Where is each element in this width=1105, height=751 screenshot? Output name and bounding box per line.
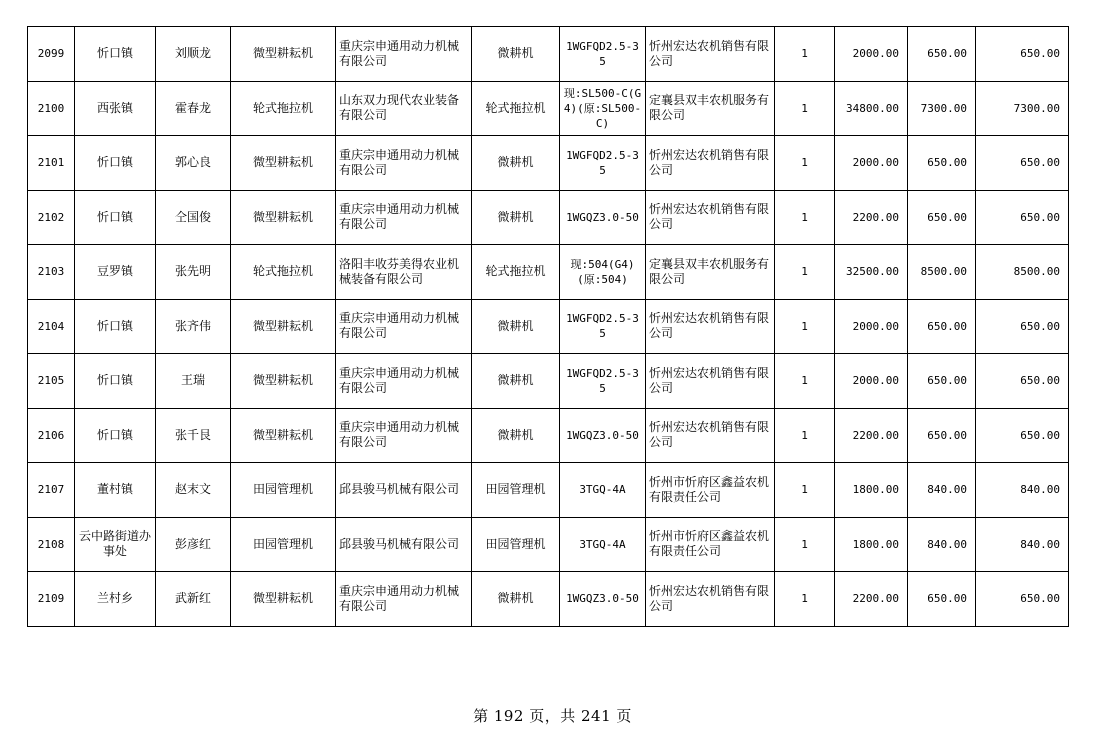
cell-product-name: 田园管理机 — [472, 517, 560, 572]
cell-model: 现:504(G4)(原:504) — [560, 245, 646, 300]
cell-serial-number: 2104 — [28, 299, 75, 354]
cell-model: 3TGQ-4A — [560, 463, 646, 518]
cell-sale-price: 1800.00 — [835, 463, 908, 518]
cell-machine-category: 轮式拖拉机 — [231, 245, 336, 300]
cell-machine-category: 田园管理机 — [231, 463, 336, 518]
cell-subsidy-per-unit: 650.00 — [908, 408, 976, 463]
table-row — [28, 354, 1069, 409]
cell-dealer: 忻州宏达农机销售有限公司 — [646, 136, 775, 191]
cell-model: 1WGQZ3.0-50 — [560, 408, 646, 463]
cell-town: 西张镇 — [75, 81, 156, 136]
cell-manufacturer: 重庆宗申通用动力机械有限公司 — [336, 354, 472, 409]
cell-manufacturer: 邱县骏马机械有限公司 — [336, 517, 472, 572]
cell-quantity: 1 — [775, 27, 835, 82]
cell-town: 忻口镇 — [75, 354, 156, 409]
cell-product-name: 田园管理机 — [472, 463, 560, 518]
cell-buyer-name: 张千艮 — [156, 408, 231, 463]
cell-town: 云中路街道办事处 — [75, 517, 156, 572]
cell-total-subsidy: 650.00 — [976, 299, 1069, 354]
cell-serial-number: 2105 — [28, 354, 75, 409]
cell-manufacturer: 重庆宗申通用动力机械有限公司 — [336, 572, 472, 627]
cell-product-name: 微耕机 — [472, 572, 560, 627]
cell-model: 3TGQ-4A — [560, 517, 646, 572]
table-row — [28, 517, 1069, 572]
cell-machine-category: 微型耕耘机 — [231, 27, 336, 82]
cell-buyer-name: 王瑞 — [156, 354, 231, 409]
cell-machine-category: 微型耕耘机 — [231, 354, 336, 409]
table-row — [28, 27, 1069, 82]
cell-dealer: 忻州宏达农机销售有限公司 — [646, 354, 775, 409]
cell-machine-category: 微型耕耘机 — [231, 136, 336, 191]
cell-serial-number: 2106 — [28, 408, 75, 463]
cell-total-subsidy: 650.00 — [976, 27, 1069, 82]
cell-serial-number: 2101 — [28, 136, 75, 191]
cell-total-subsidy: 650.00 — [976, 136, 1069, 191]
cell-buyer-name: 武新红 — [156, 572, 231, 627]
cell-dealer: 定襄县双丰农机服务有限公司 — [646, 245, 775, 300]
cell-serial-number: 2102 — [28, 190, 75, 245]
cell-manufacturer: 山东双力现代农业装备有限公司 — [336, 81, 472, 136]
cell-serial-number: 2108 — [28, 517, 75, 572]
cell-quantity: 1 — [775, 81, 835, 136]
table-body — [28, 27, 1069, 627]
cell-buyer-name: 霍春龙 — [156, 81, 231, 136]
cell-town: 董村镇 — [75, 463, 156, 518]
cell-buyer-name: 彭彦红 — [156, 517, 231, 572]
cell-product-name: 微耕机 — [472, 408, 560, 463]
cell-town: 忻口镇 — [75, 408, 156, 463]
cell-manufacturer: 重庆宗申通用动力机械有限公司 — [336, 136, 472, 191]
cell-subsidy-per-unit: 650.00 — [908, 572, 976, 627]
cell-sale-price: 2000.00 — [835, 299, 908, 354]
subsidy-table — [27, 26, 1069, 627]
cell-serial-number: 2109 — [28, 572, 75, 627]
cell-model: 1WGFQD2.5-35 — [560, 299, 646, 354]
cell-buyer-name: 张先明 — [156, 245, 231, 300]
cell-serial-number: 2107 — [28, 463, 75, 518]
cell-dealer: 忻州市忻府区鑫益农机有限责任公司 — [646, 463, 775, 518]
cell-dealer: 忻州宏达农机销售有限公司 — [646, 190, 775, 245]
cell-manufacturer: 洛阳丰收芬美得农业机械装备有限公司 — [336, 245, 472, 300]
page-number-footer: 第 192 页，共 241 页 — [473, 707, 632, 725]
cell-manufacturer: 重庆宗申通用动力机械有限公司 — [336, 27, 472, 82]
cell-subsidy-per-unit: 650.00 — [908, 299, 976, 354]
cell-product-name: 微耕机 — [472, 299, 560, 354]
table-row — [28, 299, 1069, 354]
cell-subsidy-per-unit: 840.00 — [908, 463, 976, 518]
cell-machine-category: 田园管理机 — [231, 517, 336, 572]
cell-model: 1WGFQD2.5-35 — [560, 27, 646, 82]
cell-product-name: 微耕机 — [472, 354, 560, 409]
cell-subsidy-per-unit: 650.00 — [908, 354, 976, 409]
cell-sale-price: 2000.00 — [835, 354, 908, 409]
cell-quantity: 1 — [775, 517, 835, 572]
cell-product-name: 微耕机 — [472, 136, 560, 191]
cell-buyer-name: 赵末文 — [156, 463, 231, 518]
cell-total-subsidy: 650.00 — [976, 572, 1069, 627]
cell-machine-category: 微型耕耘机 — [231, 408, 336, 463]
cell-town: 兰村乡 — [75, 572, 156, 627]
table-row — [28, 408, 1069, 463]
cell-buyer-name: 郭心良 — [156, 136, 231, 191]
cell-dealer: 忻州宏达农机销售有限公司 — [646, 408, 775, 463]
cell-town: 豆罗镇 — [75, 245, 156, 300]
table-row — [28, 81, 1069, 136]
cell-buyer-name: 刘顺龙 — [156, 27, 231, 82]
cell-serial-number: 2100 — [28, 81, 75, 136]
cell-manufacturer: 邱县骏马机械有限公司 — [336, 463, 472, 518]
cell-quantity: 1 — [775, 136, 835, 191]
cell-town: 忻口镇 — [75, 136, 156, 191]
cell-machine-category: 微型耕耘机 — [231, 190, 336, 245]
cell-model: 1WGFQD2.5-35 — [560, 136, 646, 191]
cell-manufacturer: 重庆宗申通用动力机械有限公司 — [336, 299, 472, 354]
cell-subsidy-per-unit: 7300.00 — [908, 81, 976, 136]
cell-subsidy-per-unit: 650.00 — [908, 190, 976, 245]
cell-machine-category: 轮式拖拉机 — [231, 81, 336, 136]
cell-total-subsidy: 650.00 — [976, 190, 1069, 245]
table-row — [28, 136, 1069, 191]
cell-dealer: 忻州宏达农机销售有限公司 — [646, 299, 775, 354]
cell-product-name: 微耕机 — [472, 190, 560, 245]
table-row — [28, 245, 1069, 300]
cell-total-subsidy: 840.00 — [976, 463, 1069, 518]
cell-total-subsidy: 650.00 — [976, 354, 1069, 409]
cell-machine-category: 微型耕耘机 — [231, 299, 336, 354]
cell-product-name: 微耕机 — [472, 27, 560, 82]
cell-total-subsidy: 7300.00 — [976, 81, 1069, 136]
cell-serial-number: 2099 — [28, 27, 75, 82]
cell-machine-category: 微型耕耘机 — [231, 572, 336, 627]
cell-sale-price: 32500.00 — [835, 245, 908, 300]
cell-town: 忻口镇 — [75, 299, 156, 354]
cell-buyer-name: 张齐伟 — [156, 299, 231, 354]
cell-model: 1WGQZ3.0-50 — [560, 572, 646, 627]
cell-town: 忻口镇 — [75, 27, 156, 82]
cell-dealer: 忻州市忻府区鑫益农机有限责任公司 — [646, 517, 775, 572]
cell-model: 1WGFQD2.5-35 — [560, 354, 646, 409]
cell-sale-price: 2200.00 — [835, 408, 908, 463]
cell-manufacturer: 重庆宗申通用动力机械有限公司 — [336, 408, 472, 463]
cell-sale-price: 1800.00 — [835, 517, 908, 572]
cell-model: 1WGQZ3.0-50 — [560, 190, 646, 245]
cell-manufacturer: 重庆宗申通用动力机械有限公司 — [336, 190, 472, 245]
cell-buyer-name: 仝国俊 — [156, 190, 231, 245]
cell-dealer: 忻州宏达农机销售有限公司 — [646, 572, 775, 627]
cell-dealer: 定襄县双丰农机服务有限公司 — [646, 81, 775, 136]
cell-model: 现:SL500-C(G4)(原:SL500-C) — [560, 81, 646, 136]
cell-quantity: 1 — [775, 299, 835, 354]
cell-dealer: 忻州宏达农机销售有限公司 — [646, 27, 775, 82]
cell-total-subsidy: 8500.00 — [976, 245, 1069, 300]
cell-quantity: 1 — [775, 572, 835, 627]
table-row — [28, 572, 1069, 627]
cell-quantity: 1 — [775, 463, 835, 518]
cell-subsidy-per-unit: 8500.00 — [908, 245, 976, 300]
cell-product-name: 轮式拖拉机 — [472, 245, 560, 300]
cell-sale-price: 2000.00 — [835, 27, 908, 82]
cell-total-subsidy: 840.00 — [976, 517, 1069, 572]
cell-town: 忻口镇 — [75, 190, 156, 245]
cell-quantity: 1 — [775, 245, 835, 300]
cell-sale-price: 2200.00 — [835, 572, 908, 627]
cell-sale-price: 2200.00 — [835, 190, 908, 245]
cell-quantity: 1 — [775, 190, 835, 245]
cell-sale-price: 2000.00 — [835, 136, 908, 191]
cell-subsidy-per-unit: 650.00 — [908, 27, 976, 82]
cell-sale-price: 34800.00 — [835, 81, 908, 136]
cell-serial-number: 2103 — [28, 245, 75, 300]
cell-subsidy-per-unit: 840.00 — [908, 517, 976, 572]
cell-product-name: 轮式拖拉机 — [472, 81, 560, 136]
table-row — [28, 463, 1069, 518]
table-row — [28, 190, 1069, 245]
cell-quantity: 1 — [775, 354, 835, 409]
cell-quantity: 1 — [775, 408, 835, 463]
cell-total-subsidy: 650.00 — [976, 408, 1069, 463]
cell-subsidy-per-unit: 650.00 — [908, 136, 976, 191]
